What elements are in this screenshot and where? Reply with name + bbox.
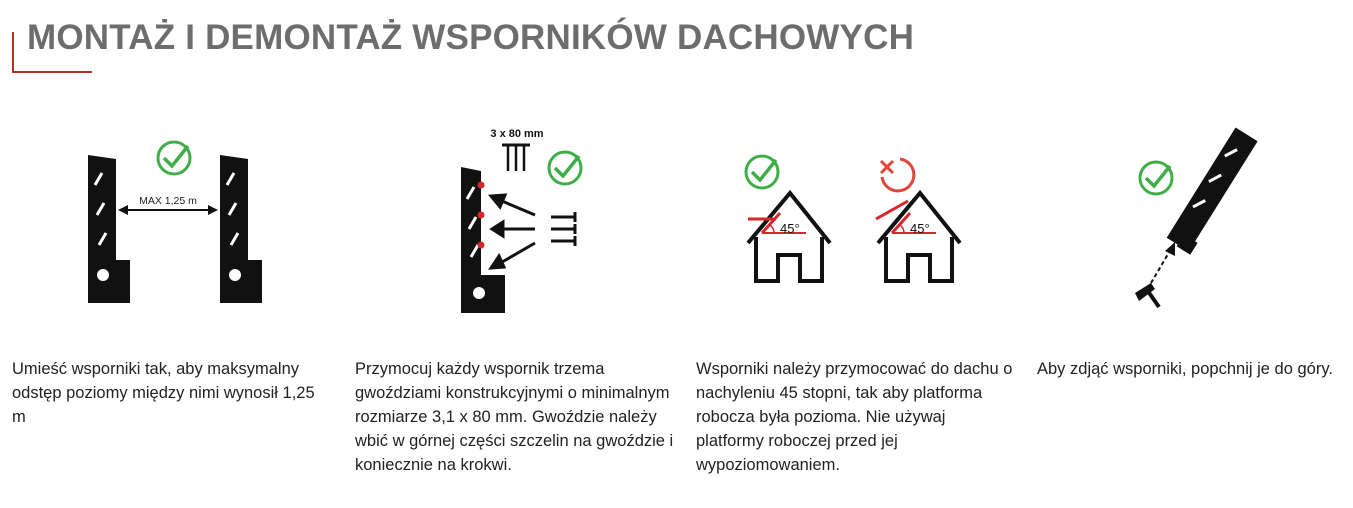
hammer-icon <box>1135 283 1159 307</box>
bracket-left-icon <box>88 155 130 303</box>
step-text: Aby zdjąć wsporniki, popchnij je do góry. <box>1037 360 1333 378</box>
house-incorrect-icon <box>876 193 960 281</box>
bracket-spacing-illustration <box>12 115 332 315</box>
step-roof-angle <box>696 0 1026 508</box>
check-icon <box>549 152 581 184</box>
angle-label: 45° <box>780 221 800 236</box>
max-distance-label: MAX 1,25 m <box>139 195 197 207</box>
side-nails-icon <box>551 212 575 246</box>
page-title: MONTAŻ I DEMONTAŻ WSPORNIKÓW DACHOWYCH <box>27 18 915 57</box>
bracket-tilted-icon <box>1166 127 1261 254</box>
step-spacing <box>12 0 342 508</box>
house-correct-icon <box>748 193 830 281</box>
cross-icon <box>881 159 914 191</box>
step-text: Umieść wsporniki tak, aby maksymalny odstęp poziomy między nimi wynosił 1,25 m <box>12 360 315 426</box>
nail-direction-arrows <box>491 195 535 268</box>
bracket-nailing-illustration <box>355 115 675 325</box>
step-nailing <box>355 0 685 508</box>
bracket-removal-illustration <box>1037 115 1353 315</box>
nails-icon <box>502 145 530 171</box>
roof-angle-illustration <box>696 115 1016 315</box>
push-up-arrow <box>1151 242 1175 283</box>
angle-label: 45° <box>910 221 930 236</box>
bracket-icon <box>461 167 505 313</box>
bracket-right-icon <box>220 155 262 303</box>
nail-size-label: 3 x 80 mm <box>490 128 544 140</box>
check-icon <box>1140 162 1172 194</box>
step-removal <box>1037 0 1353 508</box>
step-text: Przymocuj każdy wspornik trzema gwoździami konstrukcyjnymi o minimalnym rozmiarze 3,1 x 80 mm. Gwoździe należy wbić w górnej części szczelin na gwoździe i koniecznie na krokwi. <box>355 360 674 474</box>
check-icon <box>158 142 190 174</box>
check-icon <box>746 156 778 188</box>
step-text: Wsporniki należy przymocować do dachu o nachyleniu 45 stopni, tak aby platforma robocza była pozioma. Nie używaj platformy roboczej przed jej wypoziomowaniem. <box>696 360 1013 474</box>
